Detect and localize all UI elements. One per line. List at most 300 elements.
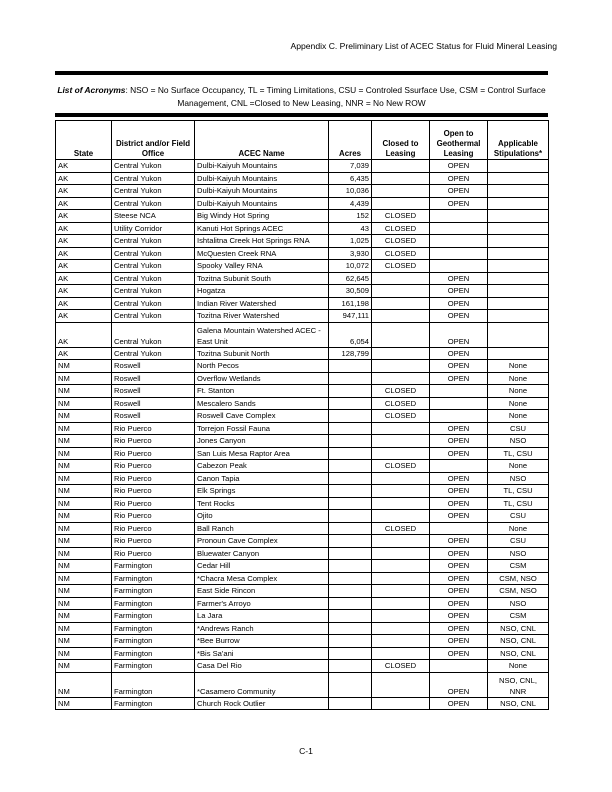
cell-stipulations <box>488 272 549 285</box>
cell-acres <box>329 485 372 498</box>
cell-district: Roswell <box>112 360 195 373</box>
cell-state: AK <box>56 247 112 260</box>
running-header: Appendix C. Preliminary List of ACEC Status for Fluid Mineral Leasing <box>290 41 557 51</box>
cell-district: Roswell <box>112 410 195 423</box>
cell-state: NM <box>56 385 112 398</box>
cell-district: Central Yukon <box>112 297 195 310</box>
cell-open: OPEN <box>430 297 488 310</box>
cell-district: Central Yukon <box>112 322 195 347</box>
table-row <box>56 272 549 285</box>
cell-acec-name: Dulbi-Kaiyuh Mountains <box>195 185 329 198</box>
cell-acres <box>329 672 372 697</box>
cell-closed <box>372 510 430 523</box>
cell-stipulations: NSO <box>488 435 549 448</box>
cell-stipulations: None <box>488 360 549 373</box>
cell-acec-name: Casa Del Rio <box>195 660 329 673</box>
cell-stipulations <box>488 235 549 248</box>
table-row <box>56 610 549 623</box>
cell-closed: CLOSED <box>372 397 430 410</box>
cell-stipulations: CSM, NSO <box>488 585 549 598</box>
cell-state: AK <box>56 285 112 298</box>
cell-open: OPEN <box>430 422 488 435</box>
table-row <box>56 260 549 273</box>
cell-acres <box>329 622 372 635</box>
table-row <box>56 660 549 673</box>
cell-closed <box>372 697 430 710</box>
cell-state: NM <box>56 647 112 660</box>
cell-state: NM <box>56 497 112 510</box>
cell-open: OPEN <box>430 447 488 460</box>
cell-state: NM <box>56 585 112 598</box>
cell-open: OPEN <box>430 160 488 173</box>
cell-district: Rio Puerco <box>112 535 195 548</box>
cell-acec-name: *Andrews Ranch <box>195 622 329 635</box>
cell-district: Rio Puerco <box>112 497 195 510</box>
cell-acec-name: McQuesten Creek RNA <box>195 247 329 260</box>
cell-state: NM <box>56 422 112 435</box>
cell-stipulations: None <box>488 385 549 398</box>
cell-acres <box>329 572 372 585</box>
cell-closed: CLOSED <box>372 247 430 260</box>
cell-acres <box>329 522 372 535</box>
cell-stipulations: NSO <box>488 547 549 560</box>
table-row <box>56 185 549 198</box>
column-header-stipulations: Applicable Stipulations* <box>488 121 549 160</box>
cell-state: AK <box>56 347 112 360</box>
column-header-district: District and/or Field Office <box>112 121 195 160</box>
cell-state: AK <box>56 260 112 273</box>
cell-closed <box>372 347 430 360</box>
cell-open: OPEN <box>430 310 488 323</box>
cell-closed <box>372 610 430 623</box>
table-row <box>56 285 549 298</box>
cell-open: OPEN <box>430 322 488 347</box>
table-row <box>56 422 549 435</box>
table-row <box>56 572 549 585</box>
cell-acres <box>329 547 372 560</box>
cell-closed: CLOSED <box>372 235 430 248</box>
cell-closed <box>372 622 430 635</box>
cell-state: AK <box>56 322 112 347</box>
cell-district: Farmington <box>112 622 195 635</box>
cell-acec-name: Kanuti Hot Springs ACEC <box>195 222 329 235</box>
cell-open: OPEN <box>430 547 488 560</box>
column-header-open: Open to Geothermal Leasing <box>430 121 488 160</box>
cell-closed <box>372 572 430 585</box>
cell-acres <box>329 447 372 460</box>
cell-district: Central Yukon <box>112 235 195 248</box>
acronym-legend-line2: Management, CNL =Closed to New Leasing, NNR = No New ROW <box>177 97 426 108</box>
cell-open: OPEN <box>430 672 488 697</box>
cell-closed <box>372 310 430 323</box>
cell-open: OPEN <box>430 360 488 373</box>
cell-acres <box>329 410 372 423</box>
cell-acres <box>329 385 372 398</box>
cell-closed <box>372 647 430 660</box>
cell-state: NM <box>56 547 112 560</box>
cell-stipulations: None <box>488 460 549 473</box>
cell-acres: 62,645 <box>329 272 372 285</box>
cell-acec-name: Roswell Cave Complex <box>195 410 329 423</box>
table-row <box>56 485 549 498</box>
cell-acec-name: Tozitna River Watershed <box>195 310 329 323</box>
table-row <box>56 222 549 235</box>
cell-district: Rio Puerco <box>112 510 195 523</box>
cell-closed <box>372 672 430 697</box>
cell-acres <box>329 510 372 523</box>
cell-acres: 947,111 <box>329 310 372 323</box>
table-row <box>56 197 549 210</box>
cell-acres: 3,930 <box>329 247 372 260</box>
cell-acec-name: San Luis Mesa Raptor Area <box>195 447 329 460</box>
cell-acec-name: Cabezon Peak <box>195 460 329 473</box>
acronym-legend <box>55 84 548 109</box>
cell-acec-name: Ft. Stanton <box>195 385 329 398</box>
cell-district: Farmington <box>112 697 195 710</box>
cell-state: NM <box>56 622 112 635</box>
cell-state: NM <box>56 372 112 385</box>
cell-open: OPEN <box>430 497 488 510</box>
page-number: C-1 <box>299 746 313 756</box>
cell-closed <box>372 635 430 648</box>
cell-acres <box>329 535 372 548</box>
cell-open: OPEN <box>430 347 488 360</box>
cell-stipulations: None <box>488 372 549 385</box>
cell-state: NM <box>56 460 112 473</box>
cell-district: Farmington <box>112 572 195 585</box>
cell-stipulations <box>488 222 549 235</box>
cell-open: OPEN <box>430 697 488 710</box>
cell-stipulations: TL, CSU <box>488 447 549 460</box>
cell-district: Rio Puerco <box>112 435 195 448</box>
cell-closed <box>372 360 430 373</box>
cell-district: Farmington <box>112 560 195 573</box>
cell-stipulations: NSO, CNL <box>488 635 549 648</box>
cell-closed: CLOSED <box>372 410 430 423</box>
cell-district: Farmington <box>112 647 195 660</box>
cell-closed: CLOSED <box>372 222 430 235</box>
cell-district: Farmington <box>112 585 195 598</box>
cell-acres <box>329 647 372 660</box>
cell-closed: CLOSED <box>372 260 430 273</box>
cell-stipulations <box>488 347 549 360</box>
column-header-state: State <box>56 121 112 160</box>
cell-stipulations: CSM <box>488 560 549 573</box>
table-row <box>56 472 549 485</box>
cell-stipulations: NSO <box>488 472 549 485</box>
cell-acec-name: Cedar Hill <box>195 560 329 573</box>
cell-closed <box>372 485 430 498</box>
table-row <box>56 585 549 598</box>
cell-state: AK <box>56 160 112 173</box>
table-row <box>56 160 549 173</box>
cell-district: Central Yukon <box>112 247 195 260</box>
cell-acec-name: Elk Springs <box>195 485 329 498</box>
cell-closed <box>372 422 430 435</box>
cell-closed <box>372 322 430 347</box>
table-row <box>56 385 549 398</box>
cell-open <box>430 247 488 260</box>
cell-open <box>430 210 488 223</box>
cell-acres <box>329 585 372 598</box>
table-row <box>56 622 549 635</box>
acronym-legend-lead: List of Acronyms <box>57 85 126 95</box>
cell-open: OPEN <box>430 372 488 385</box>
cell-acec-name: *Bis Sa'ani <box>195 647 329 660</box>
cell-stipulations <box>488 197 549 210</box>
cell-stipulations: TL, CSU <box>488 485 549 498</box>
cell-acres <box>329 660 372 673</box>
cell-stipulations <box>488 322 549 347</box>
table-row <box>56 435 549 448</box>
table-row <box>56 360 549 373</box>
cell-acres <box>329 460 372 473</box>
cell-state: NM <box>56 610 112 623</box>
table-row <box>56 372 549 385</box>
cell-open: OPEN <box>430 622 488 635</box>
cell-acec-name: Farmer's Arroyo <box>195 597 329 610</box>
cell-acres: 10,072 <box>329 260 372 273</box>
cell-acec-name: Tent Rocks <box>195 497 329 510</box>
cell-stipulations <box>488 260 549 273</box>
cell-district: Central Yukon <box>112 285 195 298</box>
cell-district: Rio Puerco <box>112 422 195 435</box>
cell-stipulations: NSO <box>488 597 549 610</box>
column-header-closed: Closed to Leasing <box>372 121 430 160</box>
cell-stipulations <box>488 210 549 223</box>
cell-stipulations <box>488 297 549 310</box>
cell-state: NM <box>56 660 112 673</box>
cell-acres <box>329 560 372 573</box>
table-header-row <box>56 121 549 160</box>
cell-acec-name: Church Rock Outlier <box>195 697 329 710</box>
cell-closed <box>372 272 430 285</box>
cell-acres: 30,509 <box>329 285 372 298</box>
table-row <box>56 510 549 523</box>
cell-acec-name: Tozitna Subunit North <box>195 347 329 360</box>
cell-acec-name: Torrejon Fossil Fauna <box>195 422 329 435</box>
cell-acec-name: *Casamero Community <box>195 672 329 697</box>
cell-open <box>430 410 488 423</box>
top-rule <box>55 71 548 75</box>
cell-district: Farmington <box>112 635 195 648</box>
cell-open: OPEN <box>430 472 488 485</box>
cell-acres: 10,036 <box>329 185 372 198</box>
table-body <box>56 160 549 710</box>
cell-acres <box>329 610 372 623</box>
cell-acec-name: Mescalero Sands <box>195 397 329 410</box>
cell-state: NM <box>56 410 112 423</box>
cell-closed: CLOSED <box>372 522 430 535</box>
cell-open <box>430 397 488 410</box>
cell-district: Central Yukon <box>112 185 195 198</box>
cell-open <box>430 660 488 673</box>
cell-open: OPEN <box>430 572 488 585</box>
cell-acres <box>329 397 372 410</box>
cell-stipulations <box>488 285 549 298</box>
cell-open: OPEN <box>430 535 488 548</box>
table-row <box>56 672 549 697</box>
cell-state: NM <box>56 560 112 573</box>
cell-closed <box>372 447 430 460</box>
cell-acec-name: North Pecos <box>195 360 329 373</box>
cell-state: NM <box>56 597 112 610</box>
cell-closed: CLOSED <box>372 210 430 223</box>
cell-district: Farmington <box>112 597 195 610</box>
cell-acec-name: Hogatza <box>195 285 329 298</box>
cell-acec-name: Ishtalitna Creek Hot Springs RNA <box>195 235 329 248</box>
cell-state: NM <box>56 572 112 585</box>
cell-closed <box>372 285 430 298</box>
cell-state: NM <box>56 535 112 548</box>
cell-state: NM <box>56 697 112 710</box>
table-row <box>56 310 549 323</box>
cell-acres <box>329 360 372 373</box>
cell-acec-name: Spooky Valley RNA <box>195 260 329 273</box>
cell-district: Central Yukon <box>112 172 195 185</box>
table-row <box>56 635 549 648</box>
cell-district: Rio Puerco <box>112 522 195 535</box>
cell-acres <box>329 697 372 710</box>
cell-stipulations <box>488 160 549 173</box>
cell-acec-name: *Chacra Mesa Complex <box>195 572 329 585</box>
cell-closed <box>372 472 430 485</box>
cell-open: OPEN <box>430 172 488 185</box>
cell-open <box>430 222 488 235</box>
cell-district: Central Yukon <box>112 347 195 360</box>
cell-stipulations: NSO, CNL <box>488 647 549 660</box>
cell-state: NM <box>56 510 112 523</box>
cell-open: OPEN <box>430 510 488 523</box>
cell-stipulations: CSU <box>488 535 549 548</box>
cell-state: NM <box>56 635 112 648</box>
cell-closed <box>372 172 430 185</box>
cell-stipulations: CSM, NSO <box>488 572 549 585</box>
cell-stipulations: NSO, CNL <box>488 622 549 635</box>
cell-state: NM <box>56 360 112 373</box>
cell-closed: CLOSED <box>372 460 430 473</box>
cell-district: Farmington <box>112 610 195 623</box>
cell-state: AK <box>56 297 112 310</box>
cell-acres <box>329 422 372 435</box>
cell-district: Central Yukon <box>112 272 195 285</box>
cell-open <box>430 260 488 273</box>
cell-state: NM <box>56 672 112 697</box>
cell-acec-name: East Side Rincon <box>195 585 329 598</box>
table-row <box>56 447 549 460</box>
cell-acec-name: Ojito <box>195 510 329 523</box>
cell-state: NM <box>56 447 112 460</box>
cell-district: Central Yukon <box>112 197 195 210</box>
cell-acec-name: Dulbi-Kaiyuh Mountains <box>195 197 329 210</box>
cell-state: NM <box>56 472 112 485</box>
cell-state: AK <box>56 210 112 223</box>
cell-acec-name: Big Windy Hot Spring <box>195 210 329 223</box>
cell-district: Central Yukon <box>112 160 195 173</box>
cell-district: Central Yukon <box>112 310 195 323</box>
cell-open: OPEN <box>430 610 488 623</box>
cell-district: Rio Puerco <box>112 485 195 498</box>
bottom-rule <box>55 113 548 117</box>
cell-open: OPEN <box>430 485 488 498</box>
cell-acec-name: Ball Ranch <box>195 522 329 535</box>
table-row <box>56 347 549 360</box>
table-row <box>56 235 549 248</box>
table-row <box>56 397 549 410</box>
cell-acres: 43 <box>329 222 372 235</box>
cell-acec-name: Jones Canyon <box>195 435 329 448</box>
cell-acres <box>329 372 372 385</box>
cell-closed <box>372 535 430 548</box>
cell-open: OPEN <box>430 560 488 573</box>
cell-acec-name: Indian River Watershed <box>195 297 329 310</box>
cell-closed <box>372 297 430 310</box>
cell-state: AK <box>56 272 112 285</box>
cell-district: Farmington <box>112 660 195 673</box>
cell-acec-name: Pronoun Cave Complex <box>195 535 329 548</box>
table-row <box>56 210 549 223</box>
cell-open <box>430 460 488 473</box>
cell-stipulations: None <box>488 397 549 410</box>
cell-stipulations <box>488 185 549 198</box>
cell-district: Rio Puerco <box>112 547 195 560</box>
cell-stipulations <box>488 247 549 260</box>
cell-state: AK <box>56 235 112 248</box>
cell-district: Rio Puerco <box>112 447 195 460</box>
cell-open: OPEN <box>430 185 488 198</box>
cell-state: NM <box>56 485 112 498</box>
table-row <box>56 297 549 310</box>
cell-closed <box>372 160 430 173</box>
cell-state: AK <box>56 172 112 185</box>
table-row <box>56 247 549 260</box>
cell-open: OPEN <box>430 285 488 298</box>
cell-open <box>430 235 488 248</box>
table-row <box>56 697 549 710</box>
cell-acres <box>329 435 372 448</box>
cell-open: OPEN <box>430 435 488 448</box>
cell-state: NM <box>56 522 112 535</box>
cell-closed: CLOSED <box>372 385 430 398</box>
cell-stipulations: None <box>488 522 549 535</box>
cell-acec-name: Galena Mountain Watershed ACEC - East Unit <box>195 322 329 347</box>
cell-acres: 7,039 <box>329 160 372 173</box>
cell-acres: 152 <box>329 210 372 223</box>
cell-stipulations: None <box>488 660 549 673</box>
cell-acres: 1,025 <box>329 235 372 248</box>
cell-closed <box>372 560 430 573</box>
cell-acres <box>329 497 372 510</box>
cell-stipulations <box>488 310 549 323</box>
cell-closed <box>372 585 430 598</box>
cell-acres: 128,799 <box>329 347 372 360</box>
cell-district: Roswell <box>112 372 195 385</box>
cell-acres: 161,198 <box>329 297 372 310</box>
cell-closed <box>372 197 430 210</box>
cell-stipulations: CSU <box>488 510 549 523</box>
cell-district: Farmington <box>112 672 195 697</box>
cell-acres <box>329 597 372 610</box>
cell-district: Roswell <box>112 397 195 410</box>
acronym-legend-line1: : NSO = No Surface Occupancy, TL = Timing Limitations, CSU = Controled Ssurface Use, CSM = Control Surface <box>125 85 546 95</box>
cell-state: AK <box>56 185 112 198</box>
cell-stipulations: NSO, CNL <box>488 697 549 710</box>
cell-state: AK <box>56 222 112 235</box>
cell-acres: 6,054 <box>329 322 372 347</box>
cell-closed <box>372 547 430 560</box>
cell-state: NM <box>56 435 112 448</box>
table-row <box>56 410 549 423</box>
